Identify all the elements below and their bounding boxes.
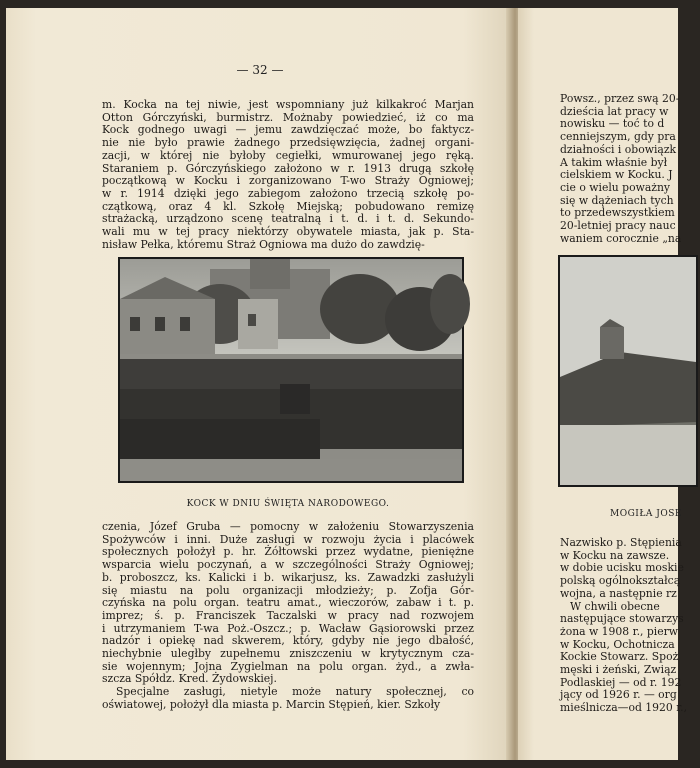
photo-caption: KOCK W DNIU ŚWIĘTA NARODOWEGO. [186,499,390,509]
right-paragraph-bottom [560,537,700,715]
text-line: działności i obowiązk [560,142,677,156]
text-line: nadzór i opiekę nad skwerem, który, gdyby nie jego dbałość, [102,634,474,648]
text-line: nisław Pełka, któremu Straż Ogniowa ma dużo do zawdzię- [102,237,425,251]
text-line: jący od 1926 r. — org [560,688,677,702]
text-line: Staraniem p. Górczyńskiego założono w r. 1913 drugą szkołę [102,161,474,175]
text-line: sie wojennym; Jojna Zygielman na polu organ. żyd., a zwła- [102,659,474,673]
text-line: dzieścia lat pracy w [560,104,669,118]
left-page [6,8,514,760]
text-line: w r. 1914 dzięki jego zabiegom założono trzecią szkołę po- [102,186,474,200]
grave-photo-illustration [560,257,696,485]
text-line: Specjalne zasługi, nietyle może natury społecznej, co [116,685,474,699]
text-line: się w dążeniach tych [560,193,674,207]
text-line: w Kocku na zawsze. [560,548,670,562]
text-line: cielskiem w Kocku. J [560,168,673,182]
text-line: Kock godnego uwagi — jemu zawdzięczać może, bo faktycz- [102,123,474,137]
text-line: w Kocku, Ochotnicza [560,637,675,651]
text-line: waniem corocznie „na [560,231,682,245]
text-line: czątkową, oraz 4 kl. Szkołę Miejską; pobudowano remizę [102,199,474,213]
crowd-photo-illustration [120,259,462,481]
text-line: to przedewszystkiem [560,206,675,220]
text-line: zacji, w której nie byłoby cegiełki, wmurowanej jego ręką. [102,148,474,162]
text-line: wali mu w tej pracy niektórzy obywatele miasta, jak p. Sta- [102,225,474,239]
text-line: nowisku — toć to d [560,117,665,131]
text-line: następujące stowarzys [560,612,684,626]
text-line: żona w 1908 r., pierw [560,624,679,638]
text-line: początkową w Kocku i zorganizowano T-wo Straży Ogniowej; [102,174,474,188]
text-line: Spożywców i inni. Duże zasługi w rozwoju życia i placówek [102,532,474,546]
left-paragraph-bottom [102,521,474,712]
text-line: wsparcia wielu poczynań, a w szczególności Straży Ogniowej; [102,558,474,572]
text-line: Otton Górczyński, burmistrz. Możnaby powiedzieć, iż co ma [102,110,474,124]
text-line: w dobie ucisku moskie [560,561,684,575]
text-line: wojna, a następnie rz [560,586,677,600]
text-line: się miastu na polu organizacji młodzieży; p. Zofja Gór- [102,583,474,597]
text-line: i utrzymaniem T-wa Poż.-Oszcz.; p. Wacław Gąsiorowski przez [102,621,474,635]
book-spread [6,8,688,760]
text-line: b. proboszcz, ks. Kalicki i b. wikarjusz, ks. Zawadzki zasłużyli [102,570,474,584]
text-line: m. Kocka na tej niwie, jest wspomniany już kilkakroć Marjan [102,98,474,111]
text-line: oświatowej, położył dla miasta p. Marcin Stępień, kier. Szkoły [102,697,441,711]
text-line: czyńska na polu organ. teatru amat., wieczorów, zabaw i t. p. [102,596,474,610]
text-line: społecznych położył p. hr. Żółtowski przez wydatne, pieniężne [102,545,474,559]
right-page [518,8,688,760]
text-line: szcza Spółdz. Kred. Żydowskiej. [102,672,277,686]
left-paragraph-top [102,99,474,251]
text-line: cie o wielu poważny [560,180,671,194]
text-line: czenia, Józef Gruba — pomocny w założeniu Stowarzyszenia [102,520,474,533]
text-line: W chwili obecne [570,599,660,613]
text-line: Kockie Stowarz. Spoż [560,650,679,664]
text-line: Nazwisko p. Stępienia [560,536,682,549]
page-number: — 32 — [236,63,284,77]
text-line: nie nie było prawie żadnego przedsięwzięcia, żadnej organi- [102,136,474,150]
text-line: imprez; ś. p. Franciszek Taczalski w pracy nad rozwojem [102,608,474,622]
text-line: Podlaskiej — od r. 192 [560,675,682,689]
text-line: polską ogólnokształcą [560,574,681,588]
text-line: strażacką, urządzono scenę teatralną i t. d. i t. d. Sekundo- [102,212,474,226]
text-line: cenniejszym, gdy pra [560,130,676,144]
text-line: mieślnicza—od 1920 r., [560,701,688,715]
text-line: niechybnie uległby zupełnemu zniszczeniu w krytycznym cza- [102,647,474,661]
text-line: A takim właśnie był [560,155,668,169]
photo-grave [558,255,698,487]
right-photo-caption: MOGIŁA JOSE [610,509,682,519]
right-paragraph-top [560,93,700,245]
text-line: męski i żeński, Związ [560,663,677,677]
photo-kock-national-holiday [118,257,464,483]
text-line: Powsz., przez swą 20- [560,92,680,105]
text-line: 20-letniej pracy nauc [560,219,676,233]
